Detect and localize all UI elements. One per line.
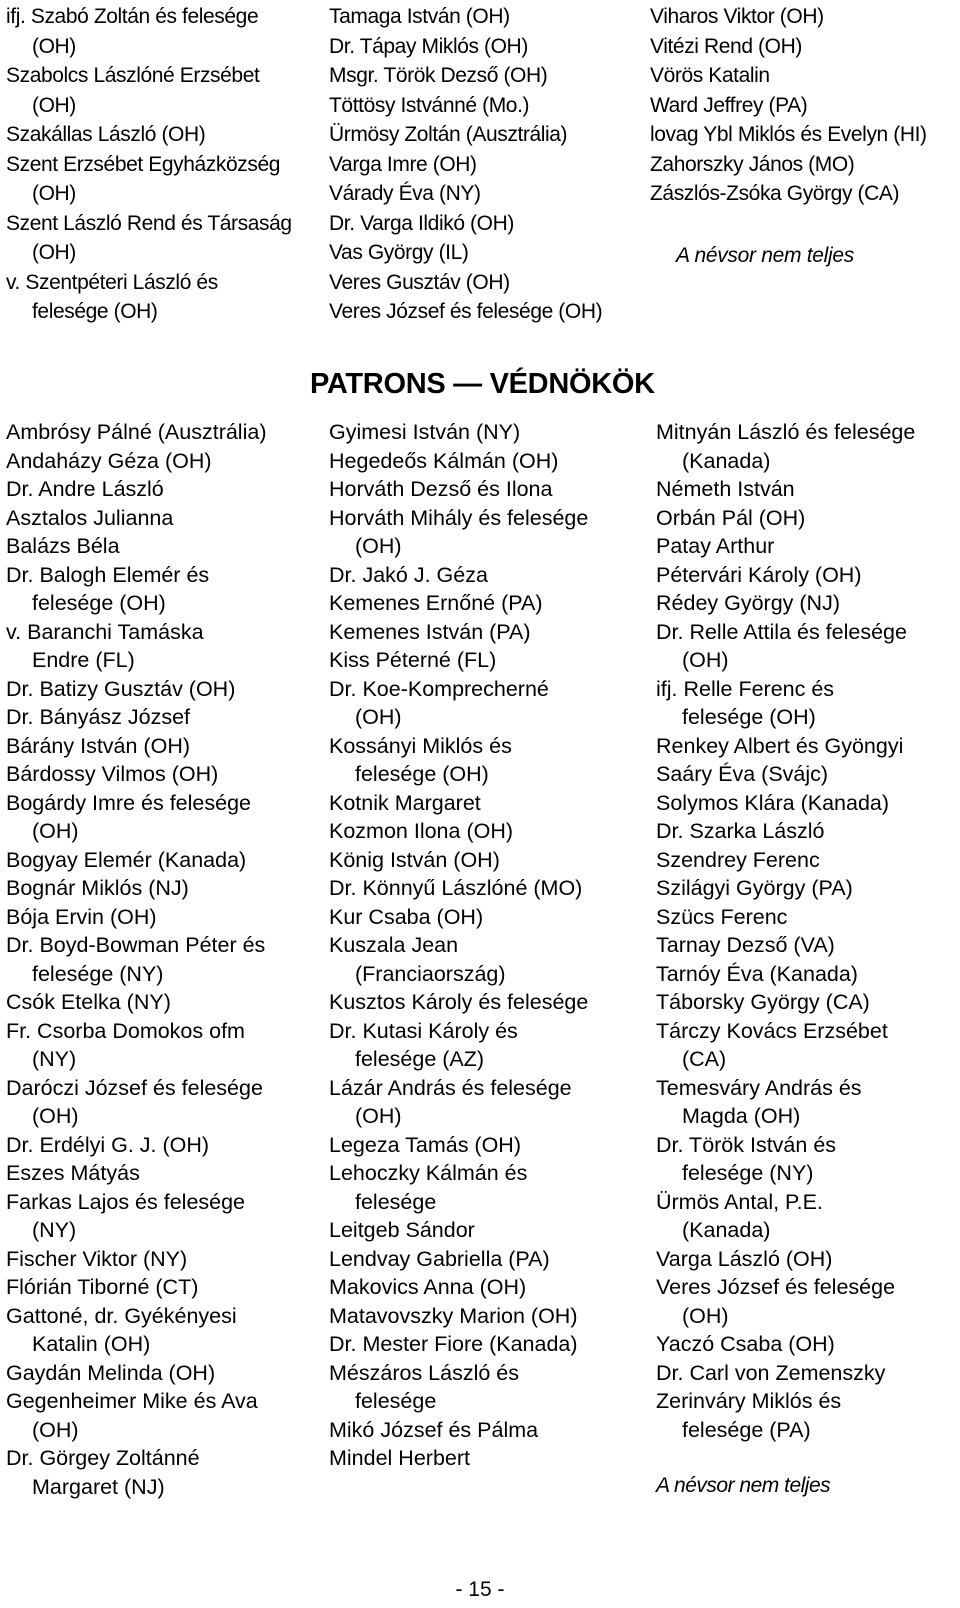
list-entry	[6, 675, 326, 704]
list-entry	[6, 532, 326, 561]
list-entry	[329, 1017, 649, 1074]
list-entry-text: Dr. Boyd-Bowman Péter és	[6, 933, 266, 957]
list-entry-text: Gyimesi István (NY)	[329, 420, 521, 444]
list-entry-text: Matavovszky Marion (OH)	[329, 1303, 578, 1328]
list-entry-continuation: (OH)	[32, 34, 76, 58]
list-entry	[329, 1302, 649, 1331]
list-entry-text: Eszes Mátyás	[6, 1161, 140, 1185]
list-entry	[329, 1159, 649, 1216]
list-entry	[6, 561, 326, 618]
list-entry-text: Szücs Ferenc	[656, 904, 788, 929]
list-entry-text: v. Baranchi Tamáska	[6, 619, 204, 644]
list-entry	[329, 120, 639, 150]
list-entry-text: Yaczó Csaba (OH)	[656, 1332, 835, 1356]
list-entry	[656, 618, 956, 675]
list-entry	[656, 874, 956, 903]
list-entry-continuation: (NY)	[32, 1047, 77, 1071]
list-entry	[329, 179, 639, 209]
list-entry	[329, 618, 649, 647]
list-entry-text: Msgr. Török Dezső (OH)	[329, 64, 548, 87]
list-entry-text: Kusztos Károly és felesége	[329, 990, 589, 1014]
list-entry-text: König István (OH)	[329, 847, 500, 872]
list-entry	[656, 675, 956, 732]
list-entry-continuation: (OH)	[682, 1303, 729, 1328]
list-entry-text: Tamaga István (OH)	[329, 5, 510, 28]
list-entry-text: Balázs Béla	[6, 534, 120, 558]
list-entry-text: Zahorszky János (MO)	[650, 152, 855, 176]
list-entry	[656, 846, 956, 875]
list-entry	[329, 209, 639, 239]
list-entry-text: Fr. Csorba Domokos ofm	[6, 1018, 245, 1043]
list-entry-text: Dr. Varga Ildikó (OH)	[329, 211, 514, 235]
list-entry-text: Várady Éva (NY)	[329, 182, 481, 205]
list-entry-continuation: felesége	[355, 1189, 437, 1214]
list-entry	[6, 475, 326, 504]
list-entry-text: Szendrey Ferenc	[656, 847, 820, 872]
list-entry	[329, 475, 649, 504]
list-entry	[650, 2, 955, 32]
list-entry	[6, 1245, 326, 1274]
list-entry-text: Dr. Jakó J. Géza	[329, 562, 488, 587]
list-entry-text: Dr. Mester Fiore (Kanada)	[329, 1332, 578, 1356]
page-number: - 15 -	[455, 1578, 505, 1601]
list-entry-text: Kemenes István (PA)	[329, 619, 531, 644]
list-entry-text: Szabolcs Lászlóné Erzsébet	[6, 64, 260, 87]
list-entry	[650, 61, 955, 91]
list-entry	[329, 1074, 649, 1131]
list-entry-text: Zerinváry Miklós és	[656, 1389, 842, 1413]
list-entry-continuation: (OH)	[32, 241, 76, 264]
list-entry	[650, 32, 955, 62]
list-entry	[650, 91, 955, 121]
list-entry-continuation: (Kanada)	[682, 448, 771, 473]
list-entry-text: Solymos Klára (Kanada)	[656, 790, 890, 815]
list-entry-continuation: felesége (PA)	[682, 1417, 811, 1442]
patrons-column-1	[6, 418, 326, 1501]
list-entry	[656, 561, 956, 590]
list-entry	[6, 447, 326, 476]
list-entry-text: Temesváry András és	[656, 1075, 862, 1100]
list-entry	[656, 931, 956, 960]
list-entry-continuation: (OH)	[32, 182, 76, 205]
list-entry	[329, 931, 649, 988]
list-entry-text: Bárány István (OH)	[6, 733, 190, 758]
top-column-3	[650, 2, 955, 209]
list-entry-text: Dr. Kutasi Károly és	[329, 1018, 518, 1043]
list-entry-text: Kozmon Ilona (OH)	[329, 819, 514, 843]
patrons-column-2	[329, 418, 649, 1473]
list-entry	[656, 789, 956, 818]
list-entry-text: Vas György (IL)	[329, 241, 469, 264]
list-entry-text: Dr. Koe-Komprecherné	[329, 676, 549, 701]
list-entry-text: Tarnay Dezső (VA)	[656, 933, 835, 957]
list-entry	[6, 760, 326, 789]
list-entry	[656, 903, 956, 932]
list-entry-text: Lendvay Gabriella (PA)	[329, 1246, 550, 1271]
list-entry-continuation: Endre (FL)	[32, 648, 135, 672]
list-entry-text: Vörös Katalin	[650, 64, 770, 87]
list-entry	[656, 1074, 956, 1131]
list-entry	[656, 418, 956, 475]
list-entry-text: Fischer Viktor (NY)	[6, 1246, 188, 1271]
list-entry-text: Horváth Mihály és felesége	[329, 505, 589, 530]
list-entry-text: Bogyay Elemér (Kanada)	[6, 847, 247, 872]
list-entry	[6, 209, 311, 268]
list-entry	[656, 532, 956, 561]
list-entry	[329, 297, 639, 327]
list-entry	[656, 1017, 956, 1074]
list-entry-text: Dr. Török István és	[656, 1132, 837, 1157]
list-entry-text: Ürmös Antal, P.E.	[656, 1189, 823, 1214]
list-entry-text: Flórián Tiborné (CT)	[6, 1275, 199, 1299]
list-entry	[329, 1216, 649, 1245]
list-entry-continuation: Magda (OH)	[682, 1104, 801, 1128]
list-entry-text: Daróczi József és felesége	[6, 1075, 263, 1100]
list-entry-text: ifj. Szabó Zoltán és felesége	[6, 5, 259, 28]
list-entry	[329, 1131, 649, 1160]
list-entry	[6, 618, 326, 675]
list-entry-continuation: Margaret (NJ)	[32, 1474, 165, 1499]
list-entry-text: Dr. Tápay Miklós (OH)	[329, 34, 528, 58]
list-entry	[6, 120, 311, 150]
list-entry-text: Horváth Dezső és Ilona	[329, 477, 553, 501]
list-entry	[6, 418, 326, 447]
list-entry-text: Kossányi Miklós és	[329, 733, 512, 758]
top-column-1	[6, 2, 311, 327]
list-entry	[329, 589, 649, 618]
list-entry	[329, 150, 639, 180]
list-entry	[6, 1159, 326, 1188]
list-entry	[6, 789, 326, 846]
list-entry	[6, 1444, 326, 1501]
list-entry-text: Orbán Pál (OH)	[656, 505, 806, 530]
list-entry-continuation: (Franciaország)	[355, 961, 506, 986]
list-entry-text: Varga László (OH)	[656, 1246, 833, 1271]
list-entry	[329, 418, 649, 447]
list-entry-text: ifj. Relle Ferenc és	[656, 676, 835, 701]
list-entry-text: Szent László Rend és Társaság	[6, 211, 292, 235]
list-entry	[329, 238, 639, 268]
list-entry-text: Dr. Carl von Zemenszky	[656, 1360, 886, 1385]
list-entry	[329, 268, 639, 298]
list-entry-text: Dr. Erdélyi G. J. (OH)	[6, 1132, 210, 1157]
list-entry-text: Szakállas László (OH)	[6, 123, 206, 146]
list-entry-text: Tárczy Kovács Erzsébet	[656, 1018, 888, 1043]
list-entry-text: Ward Jeffrey (PA)	[650, 93, 808, 117]
list-entry	[656, 732, 956, 761]
list-entry-text: Mindel Herbert	[329, 1446, 470, 1470]
list-entry-text: Dr. Szarka László	[656, 819, 825, 843]
list-entry	[329, 988, 649, 1017]
list-entry	[6, 703, 326, 732]
list-entry	[6, 874, 326, 903]
list-entry-continuation: (OH)	[355, 1104, 402, 1128]
list-entry-text: Mikó József és Pálma	[329, 1417, 539, 1442]
list-entry-text: Bogárdy Imre és felesége	[6, 790, 251, 815]
list-entry	[329, 2, 639, 32]
list-entry-text: Makovics Anna (OH)	[329, 1275, 527, 1299]
list-entry-text: Rédey György (NJ)	[656, 591, 840, 615]
list-entry-text: Bója Ervin (OH)	[6, 904, 157, 929]
list-entry-text: Farkas Lajos és felesége	[6, 1189, 246, 1214]
list-entry-text: Saáry Éva (Svájc)	[656, 762, 829, 786]
list-entry	[656, 1387, 956, 1444]
list-entry-text: Veres József és felesége (OH)	[329, 300, 603, 323]
list-entry	[329, 675, 649, 732]
list-entry-text: Lázár András és felesége	[329, 1075, 572, 1100]
list-entry-text: Vitézi Rend (OH)	[650, 34, 802, 58]
list-entry-continuation: felesége (OH)	[355, 762, 489, 786]
list-entry-text: Kur Csaba (OH)	[329, 904, 484, 929]
list-entry-continuation: (OH)	[355, 534, 402, 558]
top-list-note: A névsor nem teljes	[676, 244, 854, 267]
patrons-column-3	[656, 418, 956, 1444]
list-entry	[6, 504, 326, 533]
list-entry	[656, 1273, 956, 1330]
top-column-2	[329, 2, 639, 327]
section-title: PATRONS — VÉDNÖKÖK	[310, 368, 655, 400]
list-entry-text: Töttösy Istvánné (Mo.)	[329, 93, 530, 117]
list-entry-continuation: felesége (NY)	[682, 1161, 814, 1185]
list-entry	[656, 960, 956, 989]
list-entry	[6, 988, 326, 1017]
list-entry-continuation: (OH)	[32, 819, 79, 843]
list-entry-text: Patay Arthur	[656, 534, 775, 558]
list-entry	[6, 2, 311, 61]
list-entry-text: v. Szentpéteri László és	[6, 270, 218, 294]
list-entry-text: Viharos Viktor (OH)	[650, 5, 824, 28]
list-entry	[656, 1359, 956, 1388]
list-entry-text: Andaházy Géza (OH)	[6, 448, 212, 473]
list-entry-continuation: (CA)	[682, 1047, 727, 1071]
list-entry-text: Dr. Andre László	[6, 477, 164, 501]
patrons-list-note: A névsor nem teljes	[656, 1474, 831, 1497]
list-entry	[6, 150, 311, 209]
list-entry	[329, 1359, 649, 1416]
list-entry-text: Leitgeb Sándor	[329, 1218, 475, 1242]
list-entry	[650, 120, 955, 150]
list-entry-continuation: felesége (OH)	[682, 705, 816, 729]
list-entry	[6, 1188, 326, 1245]
list-entry	[656, 1245, 956, 1274]
list-entry-continuation: felesége (NY)	[32, 961, 164, 986]
list-entry	[329, 874, 649, 903]
list-entry-continuation: felesége (OH)	[32, 591, 166, 615]
list-entry	[650, 179, 955, 209]
list-entry-continuation: felesége	[355, 1389, 437, 1413]
list-entry	[656, 504, 956, 533]
list-entry	[329, 846, 649, 875]
list-entry-text: Veres Gusztáv (OH)	[329, 270, 510, 294]
list-entry	[6, 931, 326, 988]
list-entry-continuation: (Kanada)	[682, 1218, 771, 1242]
list-entry	[656, 1131, 956, 1188]
list-entry-text: Renkey Albert és Gyöngyi	[656, 733, 904, 758]
list-entry-text: Ambrósy Pálné (Ausztrália)	[6, 420, 267, 444]
list-entry	[329, 447, 649, 476]
list-entry-text: Varga Imre (OH)	[329, 152, 477, 176]
list-entry	[329, 789, 649, 818]
list-entry	[329, 1273, 649, 1302]
list-entry-continuation: felesége (OH)	[32, 300, 158, 323]
list-entry-text: Németh István	[656, 477, 795, 501]
list-entry-text: Lehoczky Kálmán és	[329, 1161, 528, 1185]
list-entry	[656, 589, 956, 618]
list-entry-text: Dr. Könnyű Lászlóné (MO)	[329, 876, 583, 900]
list-entry-continuation: Katalin (OH)	[32, 1332, 151, 1356]
list-entry-continuation: (OH)	[682, 648, 729, 672]
list-entry-continuation: felesége (AZ)	[355, 1047, 485, 1071]
list-entry-continuation: (OH)	[355, 705, 402, 729]
list-entry	[329, 1416, 649, 1445]
list-entry	[6, 1017, 326, 1074]
list-entry	[6, 268, 311, 327]
list-entry-text: Táborsky György (CA)	[656, 990, 870, 1014]
list-entry	[6, 903, 326, 932]
list-entry-text: Ürmösy Zoltán (Ausztrália)	[329, 123, 568, 146]
list-entry	[650, 150, 955, 180]
list-entry	[6, 846, 326, 875]
list-entry	[329, 1444, 649, 1473]
list-entry-text: Gegenheimer Mike és Ava	[6, 1389, 258, 1413]
list-entry-text: Bárdossy Vilmos (OH)	[6, 762, 219, 786]
list-entry-text: Szilágyi György (PA)	[656, 876, 853, 900]
list-entry	[329, 1330, 649, 1359]
list-entry-text: Dr. Balogh Elemér és	[6, 562, 210, 587]
list-entry-text: Gattoné, dr. Gyékényesi	[6, 1303, 237, 1328]
list-entry-text: Csók Etelka (NY)	[6, 990, 171, 1014]
list-entry	[329, 32, 639, 62]
list-entry	[6, 1131, 326, 1160]
list-entry	[656, 760, 956, 789]
list-entry	[329, 91, 639, 121]
list-entry-text: Kemenes Ernőné (PA)	[329, 591, 543, 615]
list-entry-continuation: (OH)	[32, 93, 76, 117]
list-entry-text: Szent Erzsébet Egyházközség	[6, 152, 281, 176]
list-entry-text: Bognár Miklós (NJ)	[6, 876, 189, 900]
list-entry-text: Zászlós-Zsóka György (CA)	[650, 182, 900, 205]
list-entry	[656, 1330, 956, 1359]
list-entry-text: Veres József és felesége	[656, 1275, 896, 1299]
list-entry	[6, 1387, 326, 1444]
list-entry-continuation: (OH)	[32, 1417, 79, 1442]
list-entry-text: Kotnik Margaret	[329, 790, 481, 815]
list-entry	[329, 561, 649, 590]
list-entry	[6, 1302, 326, 1359]
list-entry-text: Gaydán Melinda (OH)	[6, 1360, 216, 1385]
list-entry-continuation: (OH)	[32, 1104, 79, 1128]
list-entry-text: Pétervári Károly (OH)	[656, 562, 862, 587]
list-entry	[329, 646, 649, 675]
list-entry	[6, 732, 326, 761]
list-entry-text: Hegedeős Kálmán (OH)	[329, 448, 559, 473]
list-entry-text: Dr. Bányász József	[6, 705, 191, 729]
list-entry-text: Mészáros László és	[329, 1360, 519, 1385]
list-entry-text: Dr. Batizy Gusztáv (OH)	[6, 676, 236, 701]
list-entry	[329, 817, 649, 846]
list-entry-text: Dr. Relle Attila és felesége	[656, 619, 907, 644]
list-entry	[656, 475, 956, 504]
list-entry	[329, 61, 639, 91]
list-entry-text: Dr. Görgey Zoltánné	[6, 1446, 200, 1470]
list-entry	[329, 1245, 649, 1274]
list-entry	[329, 903, 649, 932]
list-entry	[656, 988, 956, 1017]
list-entry	[6, 1273, 326, 1302]
list-entry	[656, 817, 956, 846]
list-entry	[6, 61, 311, 120]
list-entry-text: Legeza Tamás (OH)	[329, 1132, 521, 1157]
list-entry-text: Kiss Péterné (FL)	[329, 648, 497, 672]
list-entry-text: Tarnóy Éva (Kanada)	[656, 961, 858, 986]
list-entry-text: Mitnyán László és felesége	[656, 420, 916, 444]
list-entry-text: Asztalos Julianna	[6, 505, 174, 530]
list-entry	[6, 1074, 326, 1131]
list-entry	[6, 1359, 326, 1388]
list-entry-text: lovag Ybl Miklós és Evelyn (HI)	[650, 123, 927, 146]
list-entry	[656, 1188, 956, 1245]
list-entry-continuation: (NY)	[32, 1218, 77, 1242]
list-entry-text: Kuszala Jean	[329, 933, 459, 957]
list-entry	[329, 504, 649, 561]
list-entry	[329, 732, 649, 789]
